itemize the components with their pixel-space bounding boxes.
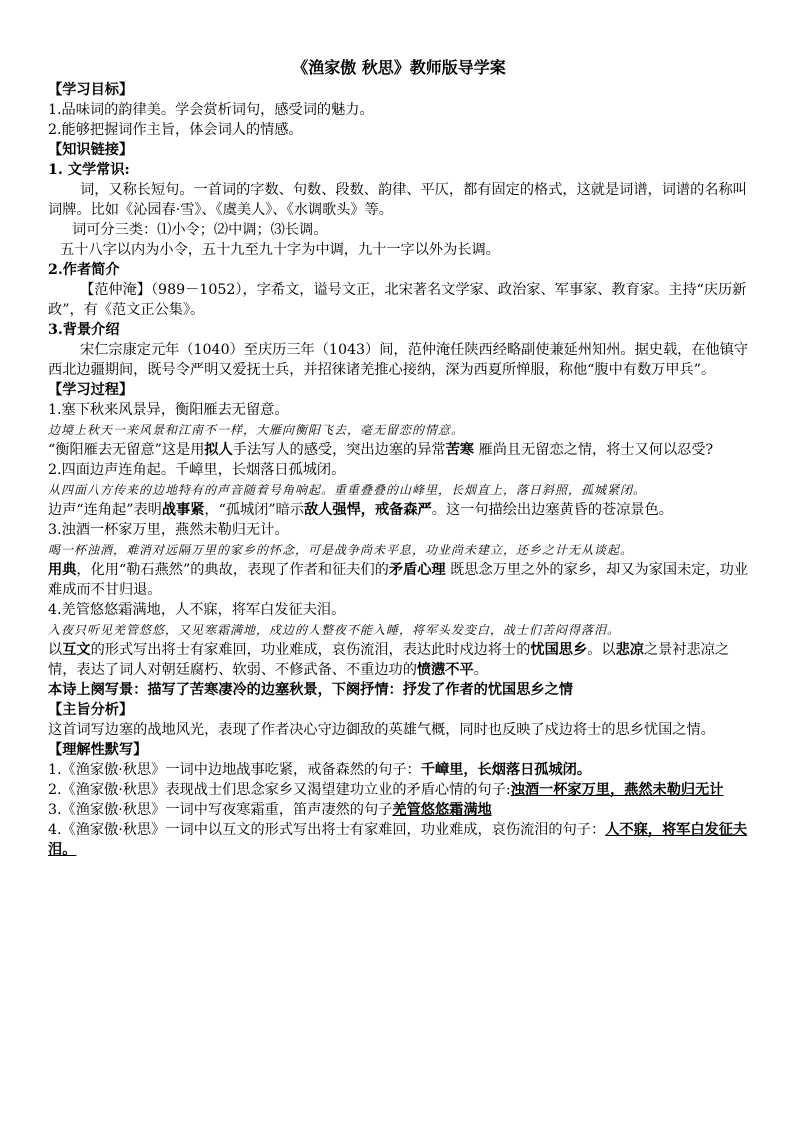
section-heading-knowledge: 【知识链接】 — [48, 142, 134, 158]
dictation-answer: 羌管悠悠霜满地 — [392, 802, 492, 818]
subheading-literary: 1. 文学常识: — [48, 162, 130, 178]
verse-translation-1: 边境上秋天一来风景和江南不一样，大雁向衡阳飞去，毫无留恋的情意。 — [48, 423, 465, 437]
worksheet-page — [48, 58, 750, 860]
paragraph-background: 宋仁宗康定元年（1040）至庆历三年（1043）间，范仲淹任陕西经略副使兼延州知州。据史载，在他镇守西北边疆期间，既号令严明又爱抚士兵，并招徕诸羌推心接纳，深为西夏所惮服，称他“腹中有数万甲兵”。 — [48, 342, 749, 378]
verse-line-2: 2.四面边声连角起。千嶂里，长烟落日孤城闭。 — [48, 462, 346, 478]
answer-term: 悲凉 — [615, 642, 644, 658]
answer-term: 拟人 — [204, 442, 233, 458]
subheading-author: 2.作者简介 — [48, 262, 120, 278]
dictation-item: 1.《渔家傲·秋思》一词中边地战事吃紧，戒备森然的句子：千嶂里，长烟落日孤城闭。 — [48, 762, 592, 778]
dictation-answer: 人不寐，将军白发征夫泪。 — [48, 822, 748, 858]
goal-item: 1.品味词的韵律美。学会赏析词句，感受词的魅力。 — [48, 102, 374, 118]
answer-term: 战事紧 — [161, 502, 205, 518]
dictation-item: 2.《渔家傲·秋思》表现战士们思念家乡又渴望建功立业的矛盾心情的句子:浊酒一杯家万里，燕然未勒归无计 — [48, 782, 724, 798]
verse-line-3: 3.浊酒一杯家万里，燕然未勒归无计。 — [48, 522, 289, 538]
section-heading-process: 【学习过程】 — [48, 382, 134, 398]
answer-term: 用典 — [48, 562, 77, 578]
poem-summary: 本诗上阕写景：描写了苦寒凄冷的边塞秋景，下阕抒情：抒发了作者的忧国思乡之情 — [48, 682, 573, 698]
author-name: 【范仲淹】 — [80, 282, 151, 298]
section-heading-goals: 【学习目标】 — [48, 82, 134, 98]
verse-analysis-3: 用典，化用“勒石燕然”的典故，表现了作者和征夫们的矛盾心理 既思念万里之外的家乡，却又为家国未定，功业难成而不甘归退。 — [48, 562, 749, 598]
paragraph-ci-types: 词可分三类：⑴小令；⑵中调；⑶长调。 — [72, 222, 328, 238]
page-title: 《渔家傲 秋思》教师版导学案 — [292, 58, 506, 77]
verse-analysis-4: 以互文的形式写出将士有家难回，功业难成，哀伤流泪，表达此时戍边将士的忧国思乡。以悲凉之景衬悲凉之情，表达了词人对朝廷腐朽、软弱、不修武备、不重边功的愤懑不平。 — [48, 642, 730, 678]
verse-translation-4: 入夜只听见羌管悠悠，又见寒霜满地，戍边的人整夜不能入睡，将军头发变白，战士们苦闷得落泪。 — [48, 623, 621, 637]
paragraph-author — [48, 280, 750, 320]
verse-analysis-1: “衡阳雁去无留意”这是用拟人手法写人的感受，突出边塞的异常苦寒 雁尚且无留恋之情，将士又何以忍受? — [48, 442, 714, 458]
verse-analysis-2: 边声“连角起”表明战事紧，“孤城闭”暗示敌人强悍，戒备森严。这一句描绘出边塞黄昏的苍凉景色。 — [48, 502, 673, 518]
answer-term: 忧国思乡 — [530, 642, 588, 658]
section-heading-dictation: 【理解性默写】 — [48, 742, 148, 758]
answer-term: 敌人强悍，戒备森严 — [304, 502, 432, 518]
verse-line-4: 4.羌管悠悠霜满地，人不寐，将军白发征夫泪。 — [48, 602, 346, 618]
author-details: （989－1052），字希文，谥号文正，北宋著名文学家、政治家、军事家、教育家。主持“庆历新政”，有《范文正公集》。 — [48, 282, 747, 318]
goal-item: 2.能够把握词作主旨，体会词人的情感。 — [48, 122, 303, 138]
subheading-background: 3.背景介绍 — [48, 322, 120, 338]
verse-translation-2: 从四面八方传来的边地特有的声音随着号角响起。重重叠叠的山峰里，长烟直上，落日斜照，孤城紧闭。 — [48, 483, 647, 497]
answer-term: 愤懑不平 — [416, 662, 474, 678]
verse-line-1: 1.塞下秋来风景异，衡阳雁去无留意。 — [48, 402, 289, 418]
answer-term: 矛盾心理 — [388, 562, 446, 578]
dictation-answer: 浊酒一杯家万里，燕然未勒归无计 — [510, 782, 724, 798]
answer-term: 互文 — [62, 642, 91, 658]
paragraph-ci-lengths: 五十八字以内为小令，五十九至九十字为中调，九十一字以外为长调。 — [60, 242, 500, 258]
paragraph-ci-definition: 词，又称长短句。一首词的字数、句数、段数、韵律、平仄，都有固定的格式，这就是词谱，词谱的名称叫词牌。比如《沁园春·雪》、《虞美人》、《水调歌头》等。 — [48, 182, 747, 218]
paragraph-theme: 这首词写边塞的战地风光，表现了作者决心守边御敌的英雄气概，同时也反映了戍边将士的思乡忧国之情。 — [48, 722, 715, 738]
section-heading-theme: 【主旨分析】 — [48, 702, 134, 718]
dictation-answer: 千嶂里，长烟落日孤城闭。 — [420, 762, 592, 778]
dictation-item: 4.《渔家傲·秋思》一词中以互文的形式写出将士有家难回，功业难成，哀伤流泪的句子：人不寐，将军白发征夫泪。 — [48, 822, 748, 858]
answer-term: 苦寒 — [445, 442, 474, 458]
verse-translation-3: 喝一杯浊酒，难消对远隔万里的家乡的怀念，可是战争尚未平息，功业尚未建立，还乡之计无从谈起。 — [48, 543, 634, 557]
dictation-item: 3.《渔家傲·秋思》一词中写夜寒霜重，笛声凄然的句子羌管悠悠霜满地 — [48, 802, 492, 818]
